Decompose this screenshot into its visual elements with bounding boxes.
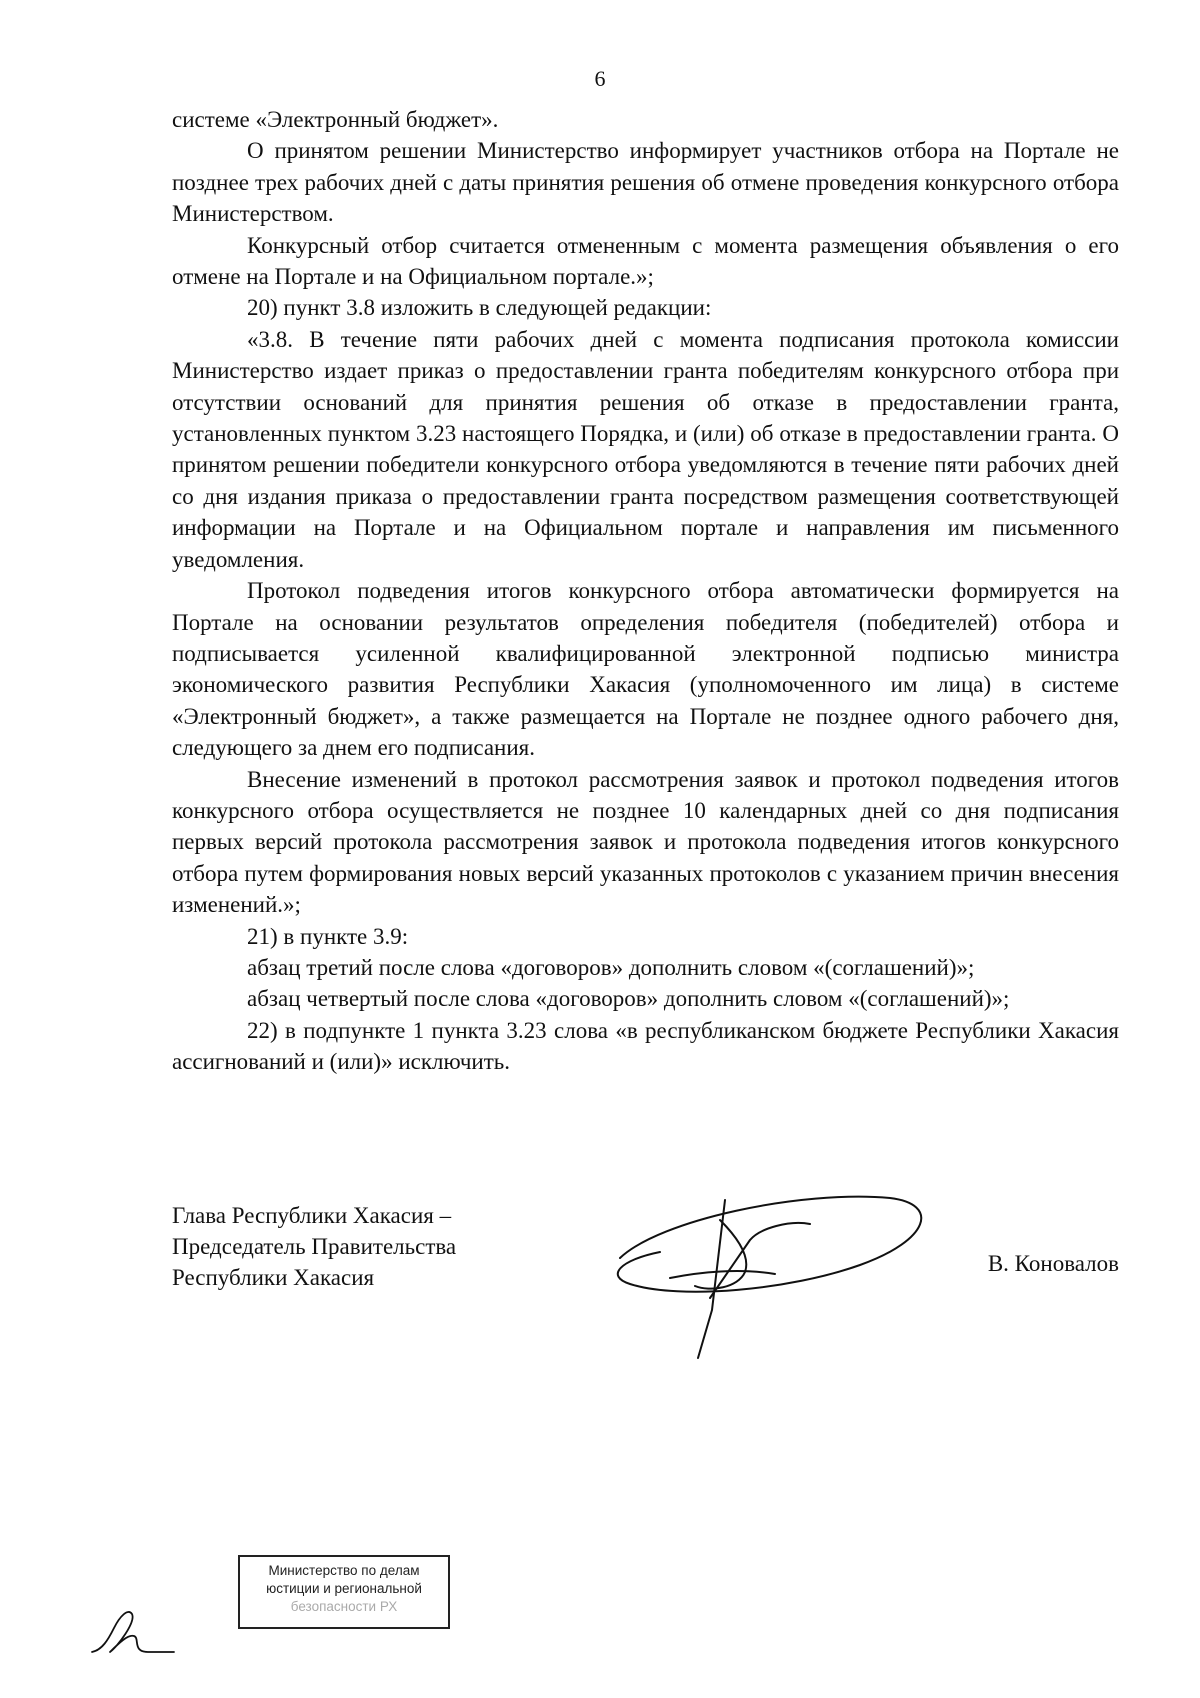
paragraph: «3.8. В течение пяти рабочих дней с момента подписания протокола комиссии Министерство издает приказ о предоставлении гранта победителям конкурсного отбора при отсутствии оснований для принятия решения об отказе в предоставлении гранта, установленных пунктом 3.23 настоящего Порядка, и (или) об отказе в предоставлении гранта. О принятом решении победители конкурсного отбора уведомляются в течение пяти рабочих дней со дня издания приказа о предоставлении гранта посредством размещения соответствующей информации на Портале и на Официальном портале и направления им письменного уведомления. bbox=[172, 326, 1119, 572]
paragraph: абзац четвертый после слова «договоров» дополнить словом «(соглашений)»; bbox=[247, 986, 1010, 1012]
stamp-line: юстиции и региональной bbox=[266, 1581, 422, 1596]
document-body bbox=[172, 104, 1119, 1078]
paragraph: Конкурсный отбор считается отмененным с момента размещения объявления о его отмене на Портале и на Официальном портале.»; bbox=[172, 232, 1119, 290]
signatory-title bbox=[172, 1200, 456, 1293]
stamp-line: безопасности РХ bbox=[290, 1599, 398, 1614]
paragraph: Протокол подведения итогов конкурсного отбора автоматически формируется на Портале на основании результатов определения победителя (победителей) отбора и подписывается усиленной квалифицированной электронной подписью министра экономического развития Республики Хакасия (уполномоченного им лица) в системе «Электронный бюджет», а также размещается на Портале не позднее одного рабочего дня, следующего за днем его подписания. bbox=[172, 578, 1119, 761]
handwritten-initials bbox=[88, 1600, 178, 1660]
handwritten-signature bbox=[600, 1180, 940, 1370]
paragraph: 22) в подпункте 1 пункта 3.23 слова «в республиканском бюджете Республики Хакасия ассигнований и (или)» исключить. bbox=[172, 1017, 1119, 1075]
paragraph: 21) в пункте 3.9: bbox=[247, 923, 409, 949]
signatory-name: В. Коновалов bbox=[987, 1251, 1119, 1276]
signatory-title-line: Глава Республики Хакасия – bbox=[172, 1203, 452, 1228]
page-number: 6 bbox=[594, 66, 606, 91]
paragraph: О принятом решении Министерство информирует участников отбора на Портале не позднее трех рабочих дней с даты принятия решения об отмене проведения конкурсного отбора Министерством. bbox=[172, 138, 1119, 227]
registration-stamp bbox=[238, 1555, 450, 1629]
signatory-title-line: Республики Хакасия bbox=[172, 1265, 375, 1290]
paragraph: 20) пункт 3.8 изложить в следующей редакции: bbox=[247, 295, 712, 321]
paragraph: системе «Электронный бюджет». bbox=[172, 107, 499, 132]
signatory-title-line: Председатель Правительства bbox=[172, 1234, 457, 1259]
paragraph: абзац третий после слова «договоров» дополнить словом «(соглашений)»; bbox=[247, 954, 975, 980]
stamp-line: Министерство по делам bbox=[268, 1563, 420, 1578]
paragraph: Внесение изменений в протокол рассмотрения заявок и протокол подведения итогов конкурсного отбора осуществляется не позднее 10 календарных дней со дня подписания первых версий протокола рассмотрения заявок и протокола подведения итогов конкурсного отбора путем формирования новых версий указанных протоколов с указанием причин внесения изменений.»; bbox=[172, 766, 1119, 918]
